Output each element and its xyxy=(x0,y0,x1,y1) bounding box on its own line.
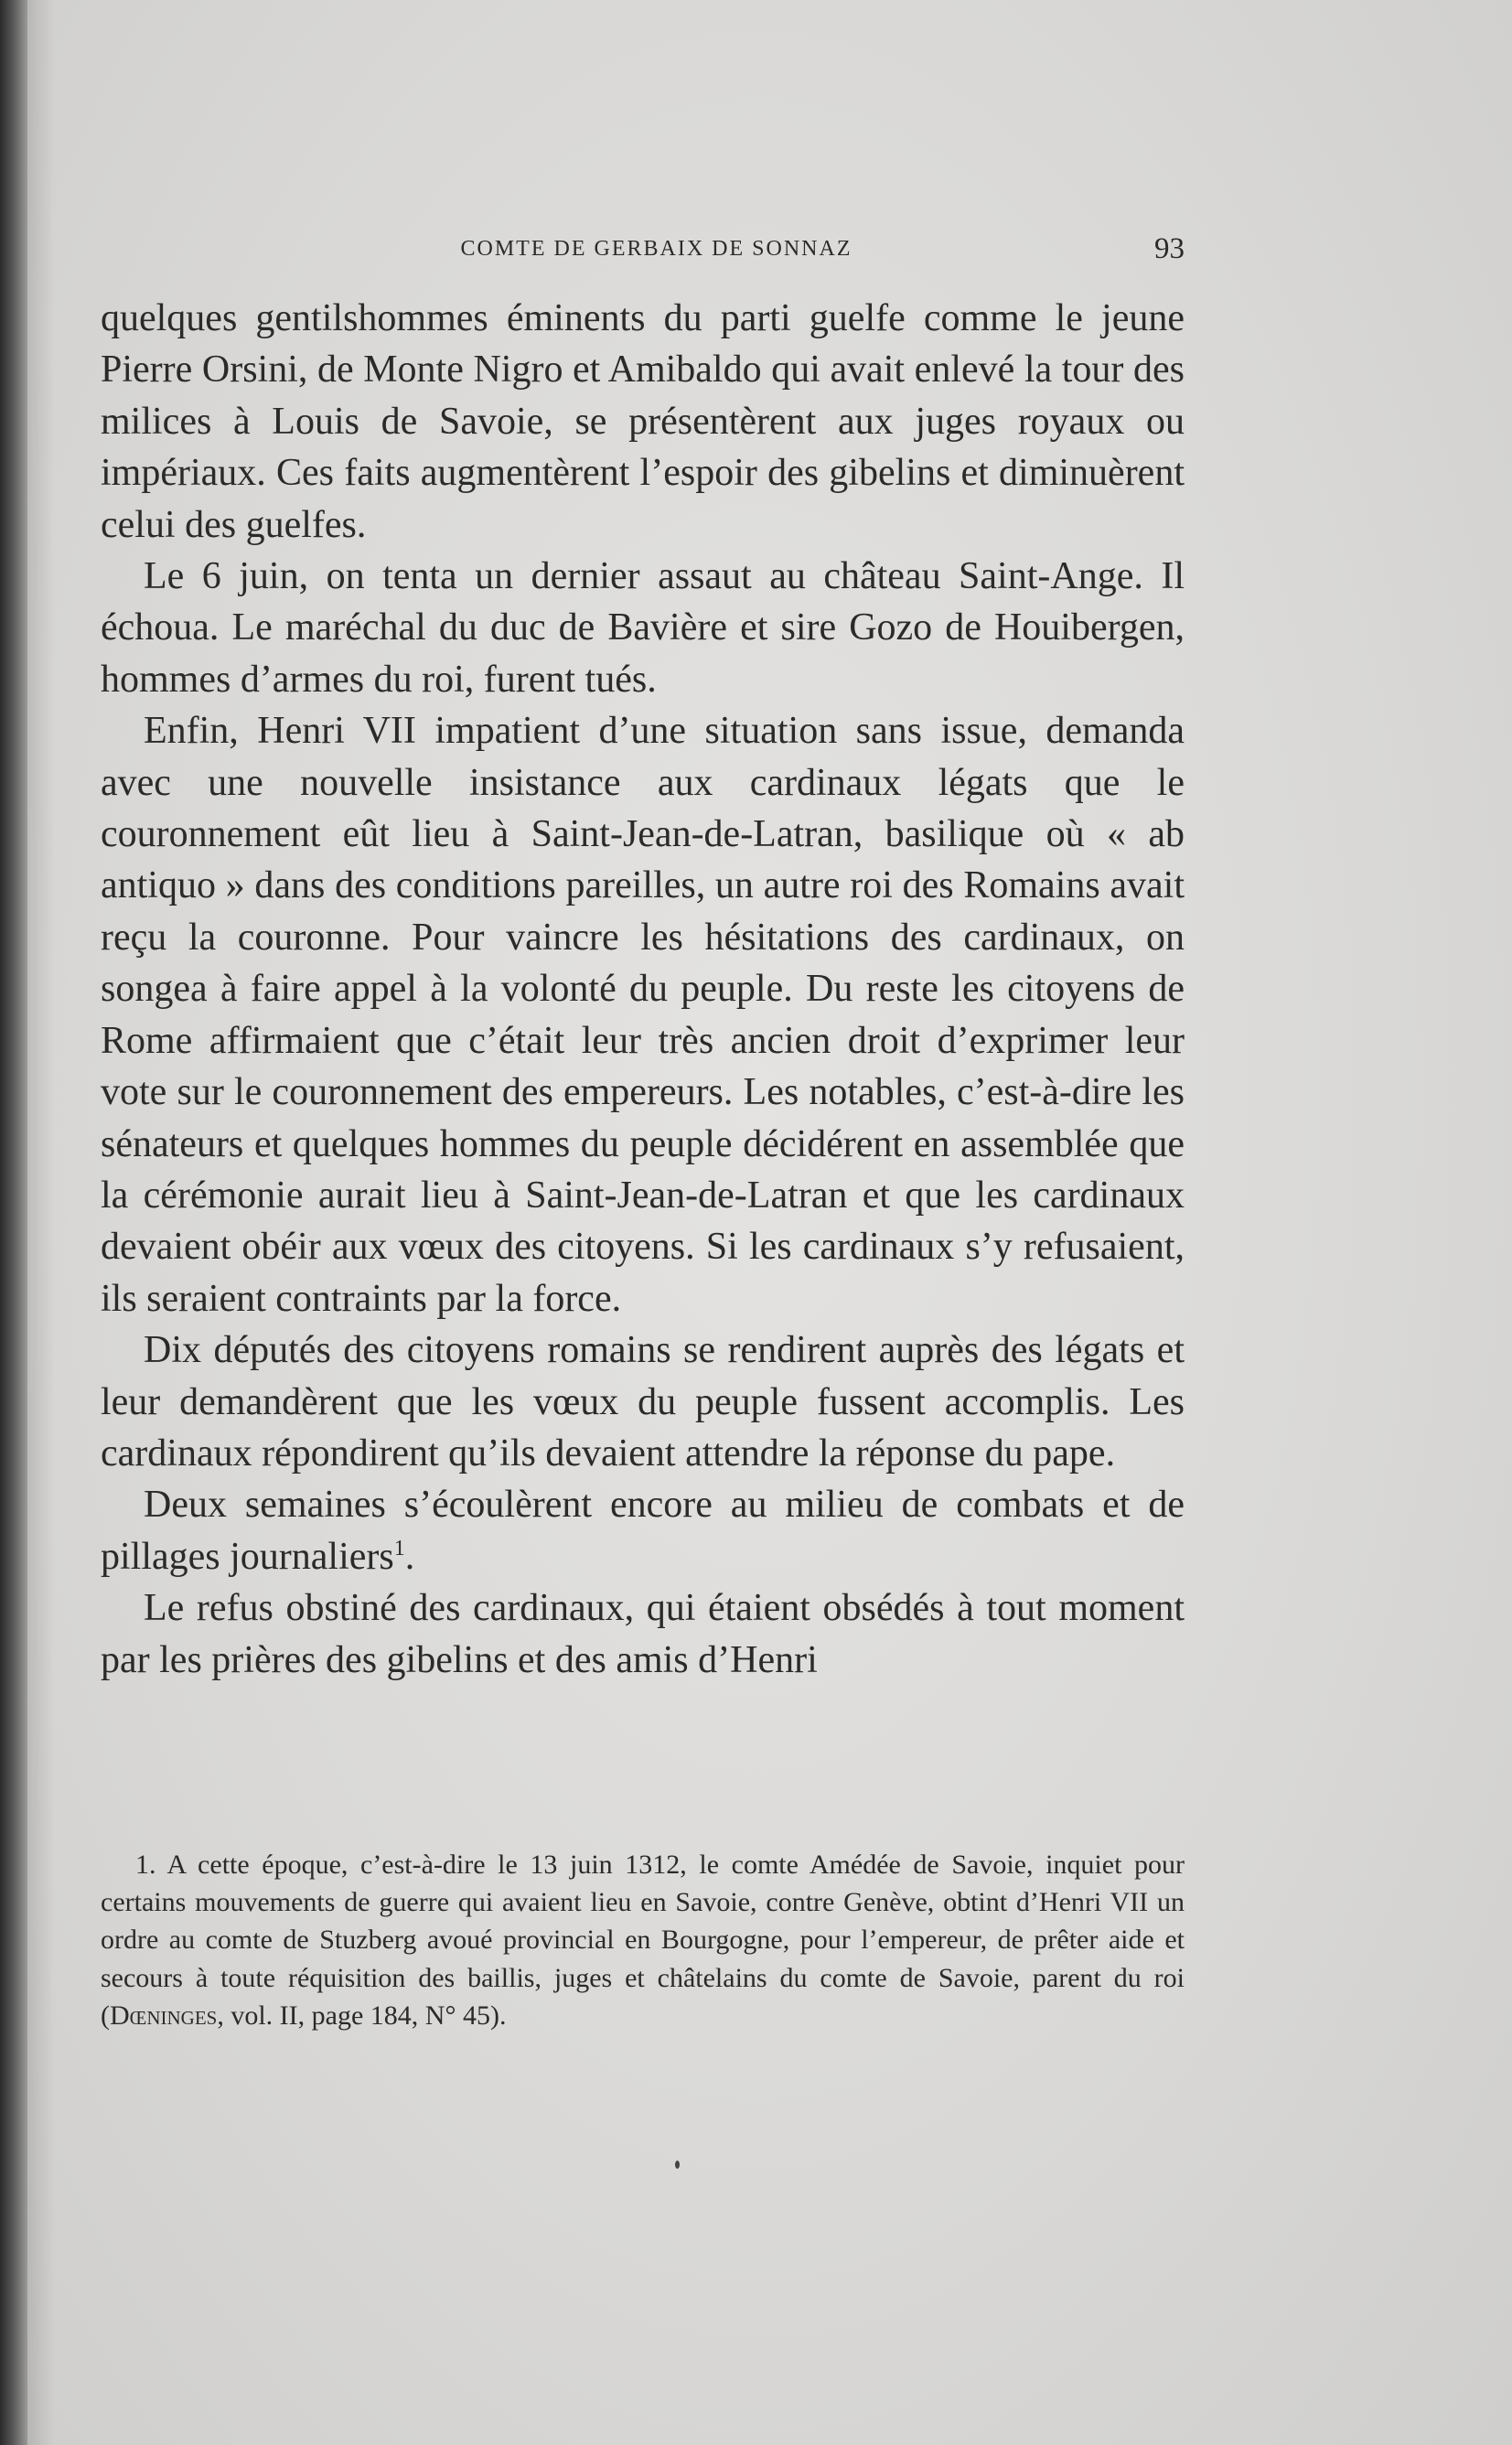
ink-mark xyxy=(675,2161,680,2169)
footnote-text: A cette époque, c’est-à-dire le 13 juin 1312, le comte Amédée de Savoie, inquiet pour certains mouvements de guerre qui avaient lieu en Savoie, contre Genève, obtint d’Henri VII un ordre au comte de Stuzberg avoué provincial en Bourgogne, pour l’empereur, de prêter aide et secours à toute réquisition des baillis, juges et châtelains du comte de Savoie, parent du roi ( xyxy=(101,1850,1185,2031)
spine-gradient xyxy=(27,0,55,2445)
paragraph-4: Dix députés des citoyens romains se rendirent auprès des légats et leur demandèrent que les vœux du peuple fussent accomplis. Les cardinaux répondirent qu’ils devaient attendre la réponse du pape. xyxy=(101,1329,1185,1475)
footnote-citation-author: Dœninges xyxy=(110,2000,218,2031)
paragraph-5 xyxy=(101,1479,1185,1582)
paragraph-5-tail: . xyxy=(404,1535,415,1578)
main-text xyxy=(101,293,1185,1686)
footnotes xyxy=(101,1846,1185,2034)
book-spine-shadow xyxy=(0,0,27,2445)
page-header xyxy=(101,231,1185,267)
footnote-text-end: , vol. II, page 184, N° 45). xyxy=(217,2000,507,2031)
paragraph-5-text: Deux semaines s’écoulèrent encore au milieu de combats et de pillages journaliers xyxy=(101,1484,1185,1578)
footnote-marker: 1. xyxy=(135,1850,156,1880)
paragraph-3: Enfin, Henri VII impatient d’une situation sans issue, demanda avec une nouvelle insistance aux cardinaux légats que le couronnement eût lieu à Saint-Jean-de-Latran, basilique où « ab antiquo » dans des conditions pareilles, un autre roi des Romains avait reçu la couronne. Pour vaincre les hésitations des cardinaux, on songea à faire appel à la volonté du peuple. Du reste les citoyens de Rome affirmaient que c’était leur très ancien droit d’exprimer leur vote sur le couronnement des empereurs. Les notables, c’est-à-dire les sénateurs et quelques hommes du peuple décidérent en assemblée que la cérémonie aurait lieu à Saint-Jean-de-Latran et que les cardinaux devaient obéir aux vœux des citoyens. Si les cardinaux s’y refusaient, ils seraient contraints par la force. xyxy=(101,710,1185,1320)
footnote-1 xyxy=(101,1846,1185,2034)
paragraph-1: quelques gentilshommes éminents du parti guelfe comme le jeune Pierre Orsini, de Monte Nigro et Amibaldo qui avait enlevé la tour des milices à Louis de Savoie, se présentèrent aux juges royaux ou impériaux. Ces faits augmentèrent l’espoir des gibelins et diminuèrent celui des guelfes. xyxy=(101,297,1185,546)
footnote-reference[interactable]: 1 xyxy=(393,1536,405,1560)
paragraph-2: Le 6 juin, on tenta un dernier assaut au château Saint-Ange. Il échoua. Le maréchal du duc de Bavière et sire Gozo de Houibergen, hommes d’armes du roi, furent tués. xyxy=(101,555,1185,701)
page-number: 93 xyxy=(1154,232,1185,265)
paragraph-6: Le refus obstiné des cardinaux, qui étaient obsédés à tout moment par les prières des gibelins et des amis d’Henri xyxy=(101,1587,1185,1681)
running-title: COMTE DE GERBAIX DE SONNAZ xyxy=(460,237,853,261)
